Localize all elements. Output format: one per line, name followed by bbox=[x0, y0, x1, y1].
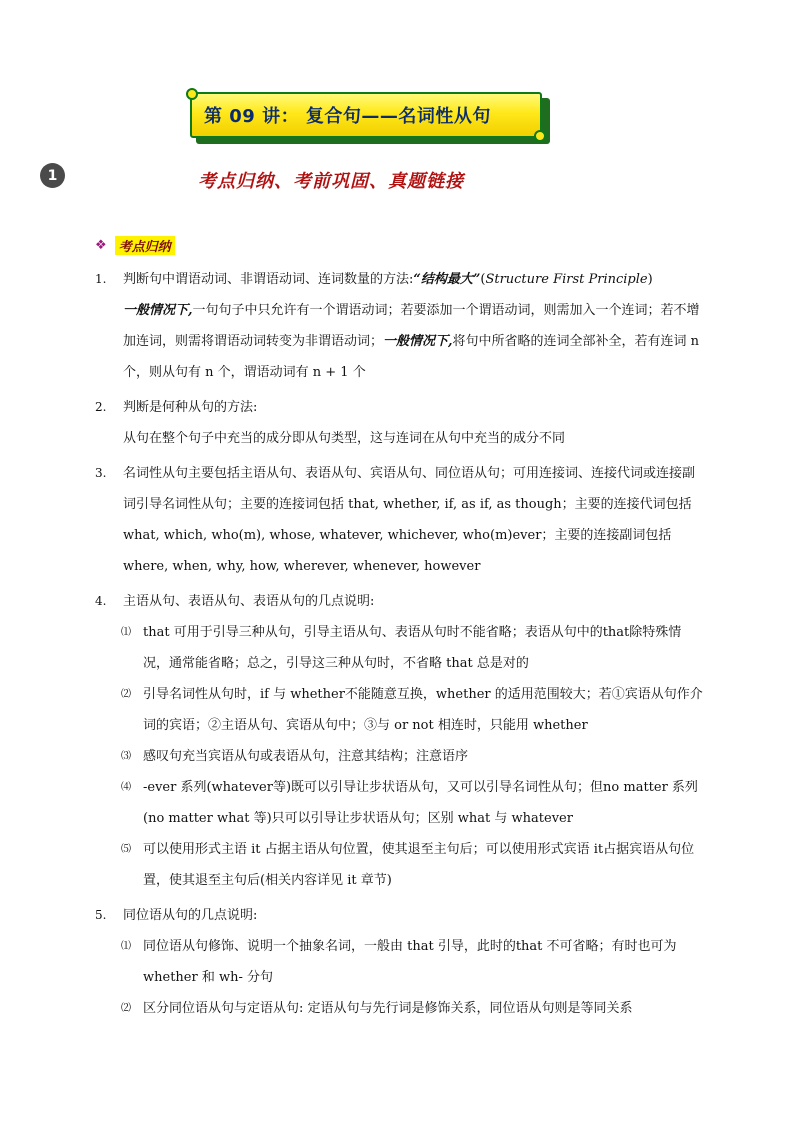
sub-item-number: ⑴ bbox=[121, 627, 131, 638]
sub-item-number: ⑵ bbox=[121, 689, 131, 700]
item-body bbox=[123, 392, 703, 454]
sub-item-number: ⑵ bbox=[121, 1003, 131, 1014]
item-emphasis: 一般情况下, bbox=[383, 334, 453, 349]
sub-item-number: ⑷ bbox=[121, 782, 131, 793]
section-subtitle: 考点归纳、考前巩固、真题链接 bbox=[198, 171, 464, 192]
sub-item-text: 感叹句充当宾语从句或表语从句，注意其结构；注意语序 bbox=[143, 749, 469, 764]
banner-box bbox=[190, 92, 542, 138]
item-heading: 同位语从句的几点说明: bbox=[123, 908, 258, 923]
item-italic: Structure First Principle bbox=[485, 272, 648, 287]
sub-item-text: 同位语从句修饰、说明一个抽象名词，一般由 that 引导，此时的that 不可省略；有时也可为 whether 和 wh- 分句 bbox=[143, 939, 677, 985]
item-number: 2. bbox=[95, 400, 107, 414]
item-number: 5. bbox=[95, 908, 107, 922]
item-text: 从句在整个句子中充当的成分即从句类型，这与连词在从句中充当的成分不同 bbox=[123, 431, 566, 446]
sub-item bbox=[121, 834, 703, 896]
banner-curl-icon bbox=[186, 88, 198, 100]
item-text: 将句中所省略的连词全部补全，若有连词 n 个，则从句有 n 个，谓语动词有 n + 1 个 bbox=[123, 334, 700, 380]
list-item bbox=[95, 392, 703, 454]
list-item bbox=[95, 458, 703, 582]
sub-item-text: 可以使用形式主语 it 占据主语从句位置，使其退至主句后；可以使用形式宾语 it占据宾语从句位置，使其退至主句后(相关内容详见 it 章节) bbox=[143, 842, 695, 888]
item-number: 4. bbox=[95, 594, 107, 608]
sub-item-number: ⑶ bbox=[121, 751, 131, 762]
sub-item bbox=[121, 679, 703, 741]
item-text: 名词性从句主要包括主语从句、表语从句、宾语从句、同位语从句；可用连接词、连接代词或连接副词引导名词性从句；主要的连接词包括 that, whether, if, as if, as though；主要的连接代词包括 what, which, who(m), whose, whatever, whichever, who(m)ever；主要的连接副词包括 where, when, why, how, wherever, whenever, however bbox=[123, 466, 696, 574]
section-number-badge: 1 bbox=[40, 163, 65, 188]
item-number: 3. bbox=[95, 466, 107, 480]
sub-item-text: 区分同位语从句与定语从句: 定语从句与先行词是修饰关系，同位语从句则是等同关系 bbox=[143, 1001, 633, 1016]
sub-item bbox=[121, 617, 703, 679]
item-heading: 主语从句、表语从句、表语从句的几点说明: bbox=[123, 594, 375, 609]
item-text: 一句句子中只允许有一个谓语动词；若要添加一个谓语动词，则需加入一个连词；若不增加连词，则需将谓语动词转变为非谓语动词； bbox=[123, 303, 700, 349]
sub-item bbox=[121, 772, 703, 834]
sub-item-text: -ever 系列(whatever等)既可以引导让步状语从句，又可以引导名词性从句；但no matter 系列(no matter what 等)只可以引导让步状语从句；区别 what 与 whatever bbox=[143, 780, 698, 826]
section-tag bbox=[95, 236, 175, 255]
page-title: 第 09 讲： 复合句——名词性从句 bbox=[204, 106, 491, 127]
item-body: 判断句中谓语动词、非谓语动词、连词数量的方法:“结构最大”(Structure First Principle) 一般情况下,一句句子中只允许有一个谓语动词；若要添加一个谓语动词，则需加入一个连词；若不增加连词，则需将谓语动词转变为非谓语动词；一般情况下,将句中所省略的连词全部补全，若有连词 n 个，则从句有 n 个，谓语动词有 n + 1 个 bbox=[123, 272, 700, 380]
sub-item-text: that 可用于引导三种从句，引导主语从句、表语从句时不能省略；表语从句中的that除特殊情况，通常能省略；总之，引导这三种从句时，不省略 that 总是对的 bbox=[143, 625, 682, 671]
item-text: 判断句中谓语动词、非谓语动词、连词数量的方法: bbox=[123, 272, 414, 287]
sub-item bbox=[121, 741, 703, 772]
list-item bbox=[95, 586, 703, 617]
content-body bbox=[95, 264, 703, 1024]
item-emphasis: 一般情况下, bbox=[123, 303, 193, 318]
item-emphasis: “结构最大” bbox=[413, 272, 481, 287]
sub-item-number: ⑸ bbox=[121, 844, 131, 855]
list-item bbox=[95, 900, 703, 931]
sub-item bbox=[121, 993, 703, 1024]
item-number: 1. bbox=[95, 272, 107, 286]
section-tag-label: 考点归纳 bbox=[115, 236, 175, 255]
title-banner bbox=[190, 92, 556, 150]
sub-item-text: 引导名词性从句时，if 与 whether不能随意互换，whether 的适用范围较大；若①宾语从句作介词的宾语；②主语从句、宾语从句中；③与 or not 相连时，只能用 whether bbox=[143, 687, 703, 733]
banner-curl-icon bbox=[534, 130, 546, 142]
sub-item-number: ⑴ bbox=[121, 941, 131, 952]
list-item bbox=[95, 264, 703, 388]
sub-item bbox=[121, 931, 703, 993]
item-text: 判断是何种从句的方法: bbox=[123, 400, 258, 415]
diamond-bullet-icon: ❖ bbox=[95, 238, 107, 253]
